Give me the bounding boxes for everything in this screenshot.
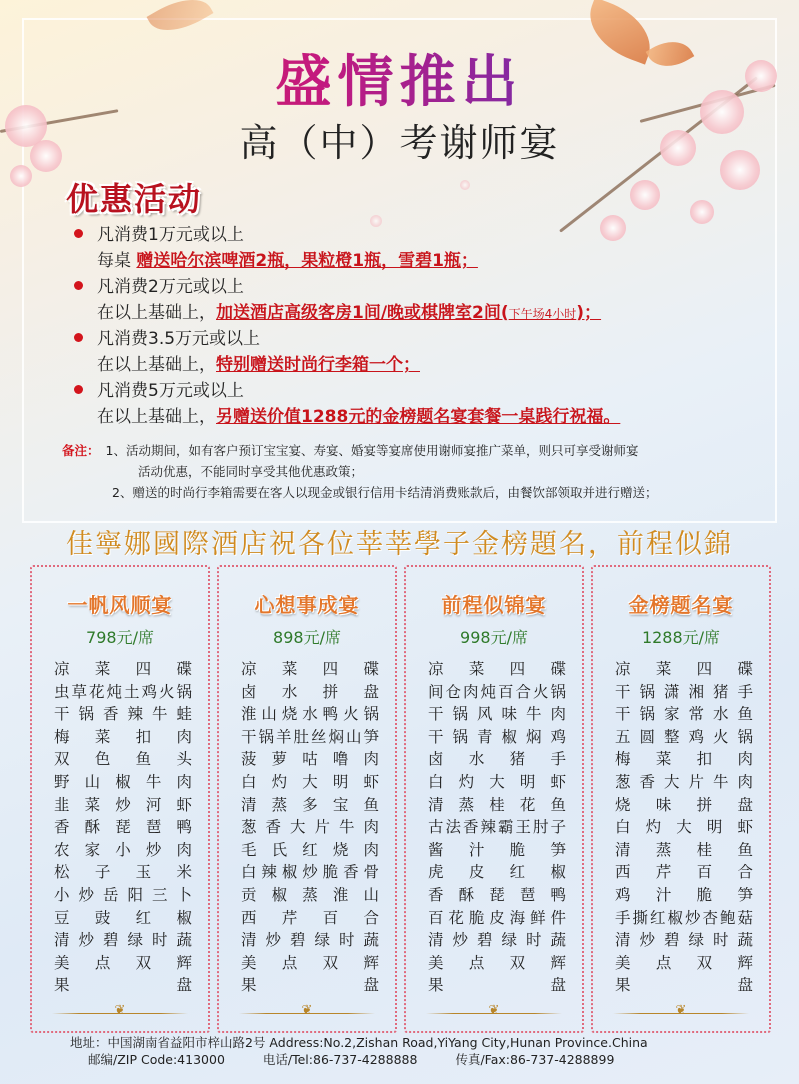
menu-title: 金榜题名宴 — [628, 593, 734, 617]
dish-item: 果盘 — [54, 976, 192, 995]
dish-list — [593, 658, 769, 997]
dish-item: 卤水猪手 — [428, 750, 566, 769]
footer-zip: 邮编/ZIP Code:413000 — [88, 1052, 225, 1067]
footer-address: 地址：中国湖南省益阳市梓山路2号 Address:No.2,Zishan Road,YiYang City,Hunan Province.China — [70, 1035, 648, 1050]
footer-tel: 电话/Tel:86-737-4288888 — [262, 1052, 418, 1067]
note-line: 备注： 1、活动期间，如有客户预订宝宝宴、寿宴、婚宴等宴席使用谢师宴推广菜单，则只可享受谢师宴 — [62, 443, 639, 458]
dish-item: 烧味拼盘 — [615, 795, 753, 814]
dish-item: 清蒸多宝鱼 — [241, 795, 379, 814]
dish-item: 西芹百合 — [615, 863, 753, 882]
dish-item: 干锅香辣牛蛙 — [54, 705, 192, 724]
bullet-icon — [74, 333, 83, 342]
dish-item: 美点双辉 — [241, 953, 379, 972]
footer-fax: 传真/Fax:86-737-4288899 — [455, 1052, 615, 1067]
subheadline: 高（中）考谢师宴 — [239, 121, 560, 165]
footer-contact — [70, 1051, 770, 1068]
dish-item: 干锅潇湘猪手 — [615, 682, 753, 701]
dish-item: 豆豉红椒 — [54, 908, 192, 927]
menu-price: 1288元/席 — [641, 628, 721, 647]
menu-grid — [30, 565, 772, 1033]
menu-title: 一帆风顺宴 — [67, 593, 173, 617]
dish-item: 白灼大明虾 — [428, 772, 566, 791]
note-line: 2、赠送的时尚行李箱需要在客人以现金或银行信用卡结清消费账款后，由餐饮部领取并进行赠送； — [112, 485, 658, 500]
bullet-icon — [74, 229, 83, 238]
bullet-icon — [74, 281, 83, 290]
dish-item: 虫草花炖土鸡火锅 — [54, 682, 192, 701]
menu-price: 798元/席 — [86, 628, 154, 647]
dish-item: 清炒碧绿时蔬 — [241, 931, 379, 950]
dish-item: 清蒸桂鱼 — [615, 840, 753, 859]
dish-item: 干锅风味牛肉 — [428, 705, 566, 724]
menu-card — [30, 565, 210, 1033]
menu-price: 898元/席 — [273, 628, 341, 647]
dish-item: 清炒碧绿时蔬 — [615, 931, 753, 950]
dish-item: 果盘 — [241, 976, 379, 995]
dish-item: 淮山烧水鸭火锅 — [241, 705, 379, 724]
dish-item: 间仓肉炖百合火锅 — [428, 682, 566, 701]
ornament-divider — [426, 1009, 562, 1019]
dish-item: 百花脆皮海鲜件 — [428, 908, 566, 927]
menu-price: 998元/席 — [460, 628, 528, 647]
dish-item: 贡椒蒸淮山 — [241, 885, 379, 904]
offer-condition: 凡消费1万元或以上 — [72, 222, 762, 248]
dish-item: 古法香辣霸王肘子 — [428, 818, 566, 837]
dish-item: 西芹百合 — [241, 908, 379, 927]
dish-item: 香酥琵琶鸭 — [428, 885, 566, 904]
dish-item: 白灼大明虾 — [241, 772, 379, 791]
dish-item: 毛氏红烧肉 — [241, 840, 379, 859]
dish-item: 白灼大明虾 — [615, 818, 753, 837]
dish-item: 鸡汁脆笋 — [615, 885, 753, 904]
dish-item: 葱香大片牛肉 — [615, 772, 753, 791]
dish-item: 果盘 — [428, 976, 566, 995]
dish-item: 酱汁脆笋 — [428, 840, 566, 859]
dish-item: 五圆整鸡火锅 — [615, 727, 753, 746]
offer-gift: 在以上基础上，另赠送价值1288元的金榜题名宴套餐一桌践行祝福。 — [97, 407, 621, 427]
slogan: 佳寧娜國際酒店祝各位莘莘學子金榜題名，前程似錦 — [66, 529, 733, 560]
dish-item: 菠萝咕噜肉 — [241, 750, 379, 769]
dish-item: 手撕红椒炒杏鲍菇 — [615, 908, 753, 927]
dish-item: 美点双辉 — [428, 953, 566, 972]
menu-title: 前程似锦宴 — [441, 593, 547, 617]
dish-item: 野山椒牛肉 — [54, 772, 192, 791]
note-line: 活动优惠，不能同时享受其他优惠政策； — [138, 464, 364, 479]
dish-item: 农家小炒肉 — [54, 840, 192, 859]
dish-item: 梅菜扣肉 — [54, 727, 192, 746]
dish-item: 果盘 — [615, 976, 753, 995]
dish-item: 凉菜四碟 — [241, 660, 379, 678]
bullet-icon — [74, 385, 83, 394]
dish-item: 干锅青椒焖鸡 — [428, 727, 566, 746]
offer-list — [72, 222, 762, 430]
dish-item: 白辣椒炒脆香骨 — [241, 863, 379, 882]
menu-card — [217, 565, 397, 1033]
promo-title: 优惠活动 — [66, 180, 203, 218]
dish-item: 清炒碧绿时蔬 — [428, 931, 566, 950]
offer-gift: 在以上基础上，特别赠送时尚行李箱一个； — [97, 355, 420, 375]
dish-item: 干锅羊肚丝焖山笋 — [241, 727, 379, 746]
notes — [62, 440, 772, 503]
footer — [70, 1034, 770, 1068]
offer-condition: 凡消费2万元或以上 — [72, 274, 762, 300]
offer-gift: 在以上基础上，加送酒店高级客房1间/晚或棋牌室2间(下午场4小时)； — [97, 303, 602, 323]
offer-condition: 凡消费3.5万元或以上 — [72, 326, 762, 352]
dish-item: 韭菜炒河虾 — [54, 795, 192, 814]
dish-list — [32, 658, 208, 997]
dish-item: 凉菜四碟 — [54, 660, 192, 678]
dish-item: 葱香大片牛肉 — [241, 818, 379, 837]
dish-item: 小炒岳阳三卜 — [54, 885, 192, 904]
dish-item: 卤水拼盘 — [241, 682, 379, 701]
menu-title: 心想事成宴 — [254, 593, 360, 617]
dish-item: 美点双辉 — [615, 953, 753, 972]
dish-item: 松子玉米 — [54, 863, 192, 882]
dish-item: 香酥琵琶鸭 — [54, 818, 192, 837]
dish-item: 清炒碧绿时蔬 — [54, 931, 192, 950]
dish-list — [406, 658, 582, 997]
ornament-divider — [52, 1009, 188, 1019]
dish-item: 虎皮红椒 — [428, 863, 566, 882]
dish-item: 美点双辉 — [54, 953, 192, 972]
ornament-divider — [613, 1009, 749, 1019]
menu-card — [404, 565, 584, 1033]
offer-gift: 每桌 赠送哈尔滨啤酒2瓶，果粒橙1瓶，雪碧1瓶； — [97, 251, 478, 271]
dish-item: 清蒸桂花鱼 — [428, 795, 566, 814]
dish-item: 干锅家常水鱼 — [615, 705, 753, 724]
offer-condition: 凡消费5万元或以上 — [72, 378, 762, 404]
headline: 盛情推出 — [0, 38, 799, 118]
ornament-divider — [239, 1009, 375, 1019]
dish-item: 凉菜四碟 — [615, 660, 753, 678]
dish-item: 凉菜四碟 — [428, 660, 566, 678]
dish-list — [219, 658, 395, 997]
dish-item: 梅菜扣肉 — [615, 750, 753, 769]
dish-item: 双色鱼头 — [54, 750, 192, 769]
menu-card — [591, 565, 771, 1033]
